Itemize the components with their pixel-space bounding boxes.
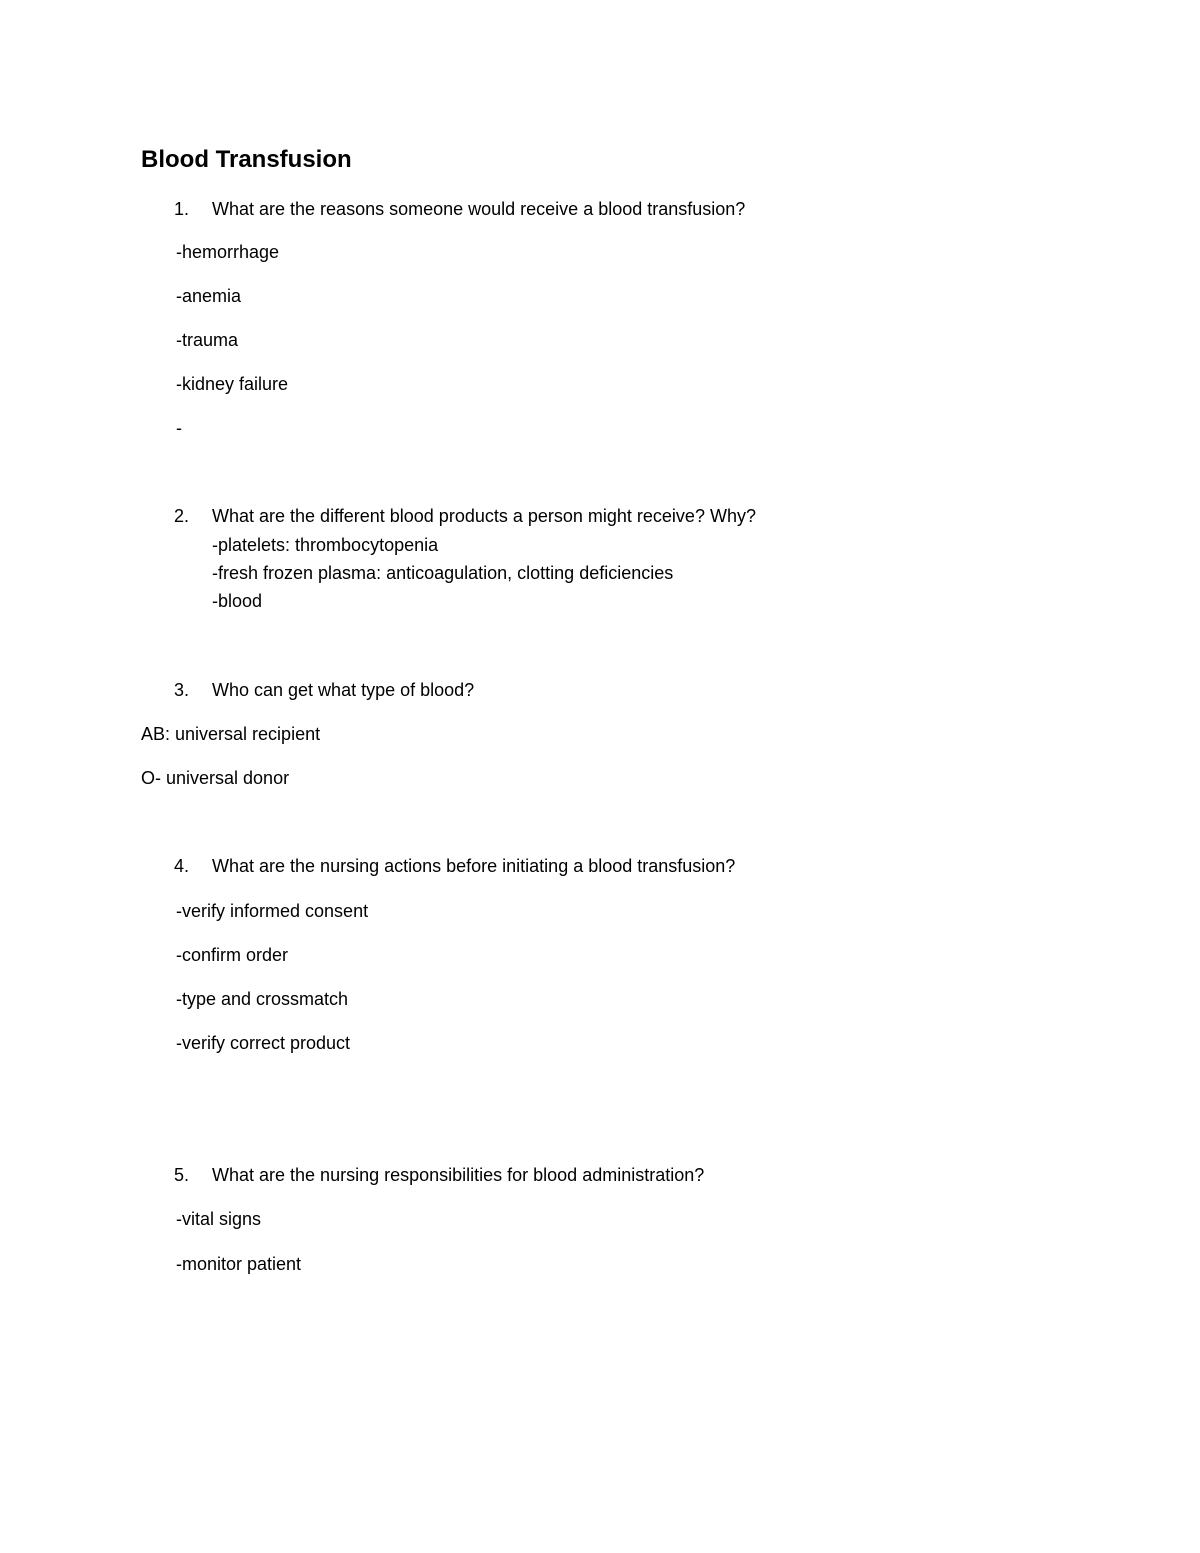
q1-answer-kidney-failure: -kidney failure <box>176 374 289 394</box>
q2-answer-blood: -blood <box>212 591 263 611</box>
q1-answer-hemorrhage: -hemorrhage <box>176 242 280 262</box>
question-3-text: Who can get what type of blood? <box>212 680 475 700</box>
question-2-number: 2. <box>174 506 190 526</box>
q4-answer-crossmatch: -type and crossmatch <box>176 989 349 1009</box>
question-1-text: What are the reasons someone would receive a blood transfusion? <box>212 199 746 219</box>
q5-answer-vitals: -vital signs <box>176 1209 262 1229</box>
question-4-number: 4. <box>174 856 190 876</box>
q1-answer-anemia: -anemia <box>176 286 242 306</box>
question-2-text: What are the different blood products a person might receive? Why? <box>212 506 756 526</box>
q2-answer-plasma: -fresh frozen plasma: anticoagulation, clotting deficiencies <box>212 563 674 583</box>
q4-answer-order: -confirm order <box>176 945 289 965</box>
q5-answer-monitor: -monitor patient <box>176 1254 302 1274</box>
question-1-number: 1. <box>174 199 190 219</box>
q4-answer-consent: -verify informed consent <box>176 901 369 921</box>
question-4-text: What are the nursing actions before initiating a blood transfusion? <box>212 856 736 876</box>
q3-answer-o: O- universal donor <box>141 768 290 788</box>
question-5-text: What are the nursing responsibilities for blood administration? <box>212 1165 705 1185</box>
q2-answer-platelets: -platelets: thrombocytopenia <box>212 535 439 555</box>
q1-answer-trauma: -trauma <box>176 330 239 350</box>
q4-answer-product: -verify correct product <box>176 1033 351 1053</box>
q3-answer-ab: AB: universal recipient <box>141 724 321 744</box>
q1-answer-blank: - <box>176 418 182 438</box>
page-title: Blood Transfusion <box>141 146 352 173</box>
question-5-number: 5. <box>174 1165 190 1185</box>
question-3-number: 3. <box>174 680 190 700</box>
